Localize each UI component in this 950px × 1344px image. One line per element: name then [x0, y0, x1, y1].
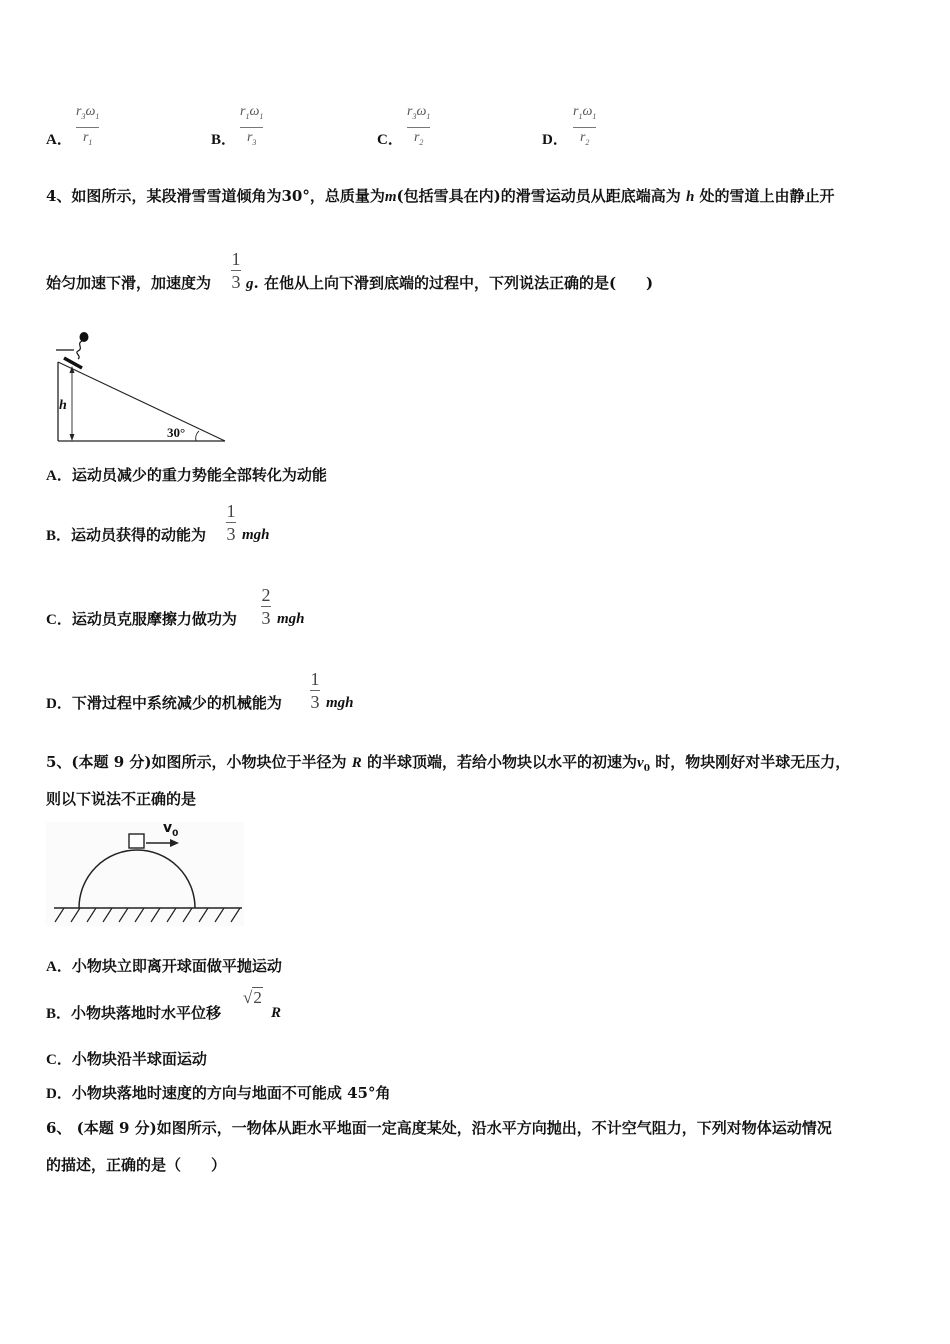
var-g: g	[246, 276, 254, 292]
option-letter: D．	[46, 696, 72, 712]
option-text: 小物块沿半球面运动	[71, 1050, 207, 1068]
frac-denominator: 3	[231, 272, 241, 292]
arrow-head-down	[70, 434, 75, 441]
small-block	[129, 834, 144, 848]
q3-option-a-letter: A．	[46, 132, 72, 148]
option-text: 下滑过程中系统减少的机械能为	[71, 694, 282, 712]
frac-num-omega: ω	[582, 104, 593, 119]
q4-option-b-tail: mgh	[242, 527, 270, 543]
fraction-bar	[261, 606, 271, 607]
q3-option-c-letter: C．	[377, 132, 403, 148]
fraction-bar	[310, 690, 320, 691]
frac-denominator: 3	[226, 524, 236, 544]
fraction-bar	[226, 522, 236, 523]
q4-text: 处的雪道上由静止开	[699, 187, 835, 205]
frac-den-r-sub: 3	[252, 137, 257, 147]
q5-stem-line1	[46, 752, 850, 779]
q5-text: 5、(本题 9 分)如图所示，小物块位于半径为	[46, 753, 347, 771]
var-r: R	[351, 755, 362, 771]
option-text: 运动员获得的动能为	[71, 526, 207, 544]
q5-option-c[interactable]	[46, 1049, 207, 1070]
option-text: 运动员减少的重力势能全部转化为动能	[71, 466, 327, 484]
sqrt-sign: √	[243, 988, 253, 1007]
frac-den-r: r	[579, 129, 586, 145]
fraction-bar	[573, 127, 596, 128]
option-letter: C．	[46, 1052, 72, 1068]
frac-num-omega: ω	[249, 104, 260, 119]
frac-num-omega-sub: 1	[426, 111, 431, 121]
frac-numerator: 1	[231, 249, 241, 269]
frac-den-r-sub: 1	[88, 137, 93, 147]
frac-numerator: 1	[226, 501, 236, 521]
q3-option-b-fraction[interactable]	[240, 104, 263, 151]
q6-stem-line1: 6、 (本题 9 分)如图所示，一物体从距水平地面一定高度某处，沿水平方向抛出，不计空气阻力，下列对物体运动情况	[46, 1119, 832, 1137]
q3-option-d-fraction[interactable]	[573, 104, 596, 151]
frac-den-r-sub: 2	[419, 137, 424, 147]
frac-num-r: r	[76, 104, 82, 119]
frac-num-omega-sub: 1	[259, 111, 264, 121]
frac-numerator: 1	[310, 669, 320, 689]
frac-denominator: 3	[261, 608, 271, 628]
q5-figure-v0-label	[163, 820, 178, 839]
var-m: m	[384, 189, 397, 205]
option-letter: B．	[46, 528, 72, 544]
q4-option-c-tail: mgh	[277, 611, 305, 627]
fraction-bar	[407, 127, 430, 128]
var-v0: v	[637, 755, 644, 771]
option-text: 小物块落地时水平位移	[71, 1004, 222, 1022]
incline-slope	[58, 362, 225, 441]
q4-option-c[interactable]	[46, 609, 237, 630]
frac-den-r-sub: 2	[585, 137, 590, 147]
option-text: 小物块立即离开球面做平抛运动	[71, 957, 282, 975]
q4-option-b[interactable]	[46, 525, 206, 546]
q5-option-a[interactable]	[46, 956, 282, 977]
q4-option-c-fraction	[261, 586, 271, 627]
frac-num-omega-sub: 1	[592, 111, 597, 121]
q3-option-c-fraction[interactable]	[407, 104, 430, 151]
fraction-bar	[240, 127, 263, 128]
frac-num-r: r	[240, 104, 246, 119]
q4-option-d-tail: mgh	[326, 695, 354, 711]
skier-icon	[56, 332, 89, 368]
q6-stem-line2: 的描述，正确的是（ ）	[46, 1156, 227, 1174]
q5-text: 时，物块刚好对半球无压力，	[655, 753, 851, 771]
var-v0-sub: 0	[643, 764, 650, 774]
frac-den-r: r	[246, 129, 253, 145]
fraction-bar	[231, 270, 241, 271]
frac-num-omega: ω	[85, 104, 96, 119]
frac-num-r: r	[407, 104, 413, 119]
q4-stem-line2	[46, 273, 211, 293]
q4-figure-angle-label: 30°	[167, 425, 186, 440]
q5-option-d[interactable]	[46, 1083, 390, 1104]
frac-den-r: r	[413, 129, 420, 145]
var-h: h	[685, 189, 695, 205]
q4-text: 4、如图所示，某段滑雪雪道倾角为30°，总质量为	[46, 187, 385, 205]
q5-hemisphere-figure	[46, 822, 244, 926]
option-letter: B．	[46, 1006, 72, 1022]
frac-numerator: 2	[261, 585, 271, 605]
figure-background	[46, 822, 244, 926]
option-letter: C．	[46, 612, 72, 628]
q5-option-b[interactable]	[46, 1003, 221, 1024]
q4-stem-line1	[46, 186, 835, 207]
q4-incline-figure	[44, 328, 234, 448]
frac-num-omega: ω	[416, 104, 427, 119]
q5-text: 的半球顶端，若给小物块以水平的初速为	[367, 753, 638, 771]
q4-acceleration-fraction	[231, 250, 241, 291]
option-letter: A．	[46, 468, 72, 484]
sqrt-radicand: 2	[253, 988, 262, 1007]
q3-option-d-letter: D．	[542, 132, 568, 148]
q4-figure-h-label: h	[59, 398, 67, 413]
q4-option-d[interactable]	[46, 693, 282, 714]
angle-arc	[196, 431, 199, 441]
q4-stem-line2-tail	[246, 273, 653, 294]
frac-den-r: r	[82, 129, 89, 145]
q4-option-d-fraction	[310, 670, 320, 711]
frac-num-r-sub: 1	[578, 111, 583, 121]
frac-num-r-sub: 1	[245, 111, 250, 121]
fraction-bar	[76, 127, 99, 128]
v0-subscript: 0	[172, 828, 179, 839]
frac-num-omega-sub: 1	[95, 111, 100, 121]
q3-option-b-letter: B．	[211, 132, 237, 148]
frac-num-r: r	[573, 104, 579, 119]
q5-stem-line2: 则以下说法不正确的是	[46, 790, 197, 808]
option-text: 小物块落地时速度的方向与地面不可能成 45°角	[71, 1084, 391, 1102]
v0-letter: v	[163, 820, 173, 836]
frac-denominator: 3	[310, 692, 320, 712]
option-text: 运动员克服摩擦力做功为	[71, 610, 237, 628]
q4-text: (包括雪具在内)的滑雪运动员从距底端高为	[396, 187, 681, 205]
q4-text: . 在他从上向下滑到底端的过程中，下列说法正确的是( )	[253, 274, 654, 292]
q5-option-b-tail: R	[271, 1005, 282, 1021]
option-letter: D．	[46, 1086, 72, 1102]
frac-num-r-sub: 3	[81, 111, 86, 121]
q4-option-b-fraction	[226, 502, 236, 543]
q4-option-a[interactable]	[46, 465, 327, 486]
q4-text: 始匀加速下滑，加速度为	[46, 274, 212, 292]
frac-num-r-sub: 3	[412, 111, 417, 121]
q5-option-b-sqrt	[243, 988, 263, 1008]
option-letter: A．	[46, 959, 72, 975]
q3-option-a-fraction[interactable]	[76, 104, 99, 151]
